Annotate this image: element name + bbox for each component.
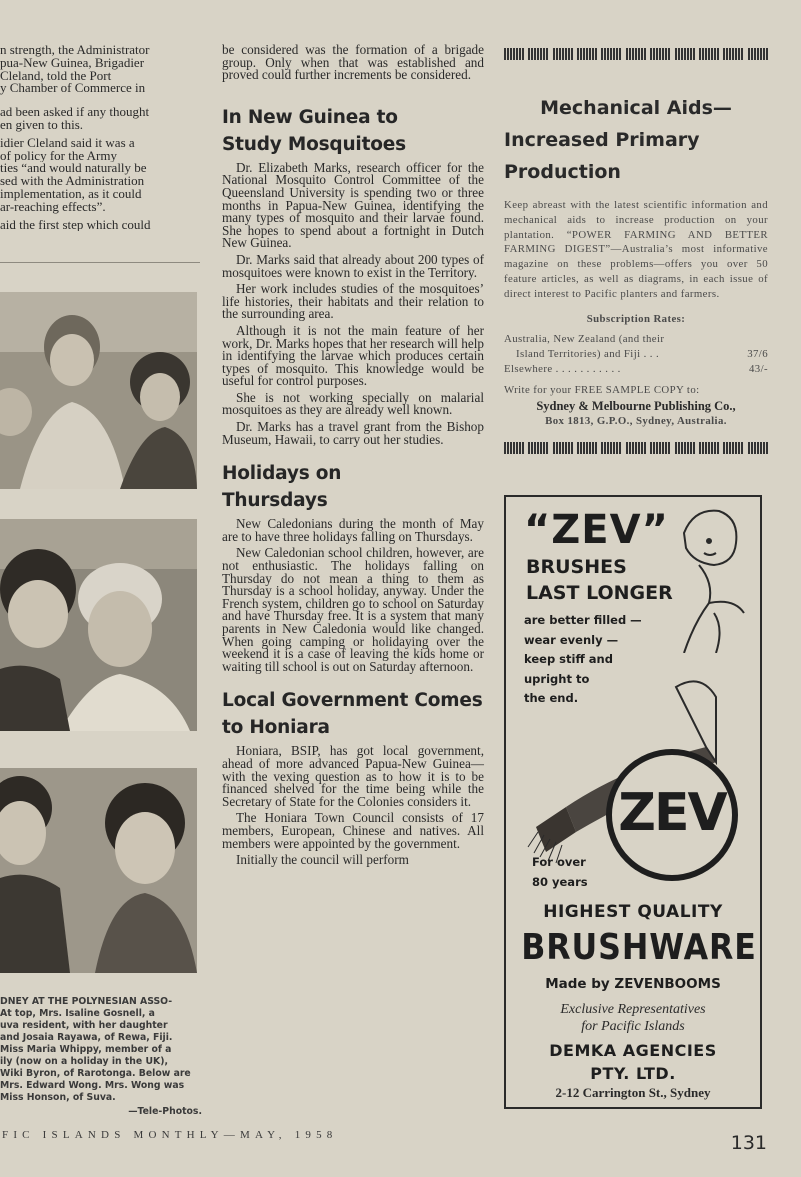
- article-paragraph: Dr. Marks said that already about 200 types of mosquitoes were known to exist in the Territory.: [222, 251, 484, 280]
- column-divider: [0, 262, 200, 263]
- article-heading-honiara-1: Local Government Comes: [222, 690, 483, 712]
- rate-value: 43/-: [749, 362, 768, 375]
- article-heading-mosquitoes-2: Study Mosquitoes: [222, 133, 406, 155]
- caption-line: Mrs. Edward Wong. Mrs. Wong was: [0, 1080, 185, 1091]
- ad-title-line-2: Increased Primary Production: [504, 129, 700, 183]
- article-heading-mosquitoes-1: In New Guinea to: [222, 106, 398, 128]
- caption-line: ily (now on a holiday in the UK),: [0, 1056, 169, 1067]
- article-heading-holidays-1: Holidays on: [222, 463, 342, 485]
- text-line: aid the first step which could: [0, 218, 151, 232]
- caption-line: At top, Mrs. Isaline Gosnell, a: [0, 1008, 155, 1019]
- page-number: 131: [730, 1132, 767, 1154]
- text-line: y Chamber of Commerce in: [0, 82, 146, 96]
- text-line: implementation, as it could: [0, 187, 142, 201]
- article-paragraph: Dr. Elizabeth Marks, research officer for the National Mosquito Control Committee of the Queensland University is spending two or three months in Papua-New Guinea, identifying the many types of mosquito and their larvae found. She hopes to spend about a fortnight in Dutch New Guinea.: [222, 159, 484, 251]
- decorative-border-bottom: [504, 442, 768, 454]
- text-line: Cleland, told the Port: [0, 69, 112, 83]
- feature-item: upright to: [524, 671, 590, 686]
- article-paragraph: Her work includes studies of the mosquitoes’ life histories, their habitats and their relation to the surrounding area.: [222, 281, 484, 322]
- agency-suffix: PTY. LTD.: [590, 1064, 676, 1083]
- highest-quality: HIGHEST QUALITY: [543, 902, 723, 922]
- rate-label: Elsewhere . . . . . . . . . . .: [504, 362, 621, 375]
- rate-label: Island Territories) and Fiji . . .: [516, 348, 660, 361]
- made-by: Made by ZEVENBOOMS: [545, 976, 721, 992]
- text-line: ad been asked if any thought: [0, 106, 150, 119]
- article-paragraph: New Caledonian school children, however, are not enthusiastic. The holidays falling on Thursday do not mean a thing to them as Thursday is a school holiday, anyway. Under the French system, children go to school on Saturday and have Thursday free. It is a system that many parents in New Caledonia would like changed. When going camping or holidaying over the weekend it is a case of leaving the kids home or waiting till school is out on Saturday afternoon.: [222, 545, 484, 674]
- footer-text: FIC ISLANDS MONTHLY—MAY, 1958: [2, 1129, 338, 1141]
- caption-line: Miss Maria Whippy, member of a: [0, 1044, 172, 1055]
- publisher-name: Sydney & Melbourne Publishing Co.,: [536, 398, 736, 413]
- feature-list: [524, 611, 642, 709]
- ad-title-line-1: Mechanical Aids—: [540, 97, 732, 119]
- article-paragraph: Although it is not the main feature of her work, Dr. Marks hopes that her research will help in identifying the larvae which produces certain types of mosquito. This knowledge would be useful for control purposes.: [222, 322, 484, 389]
- decorative-border-top: [504, 48, 768, 60]
- feature-item: are better filled —: [524, 613, 642, 627]
- photo-middle: [0, 519, 197, 731]
- feature-item: wear evenly —: [524, 632, 619, 647]
- years: 80 years: [532, 875, 588, 889]
- caption-line: uva resident, with her daughter: [0, 1020, 168, 1031]
- text-line: n strength, the Administrator: [0, 44, 150, 57]
- article-paragraph: The Honiara Town Council consists of 17 members, European, Chinese and natives. All members were appointed by the government.: [222, 810, 484, 851]
- article-paragraph: Dr. Marks has a travel grant from the Bishop Museum, Hawaii, to carry out her studies.: [222, 419, 484, 447]
- publisher-address: Box 1813, G.P.O., Sydney, Australia.: [545, 414, 727, 427]
- write-for-copy: Write for your FREE SAMPLE COPY to:: [504, 383, 700, 396]
- exclusive-line-2: for Pacific Islands: [581, 1019, 685, 1034]
- last-longer-line: LAST LONGER: [526, 582, 673, 604]
- article-paragraph: New Caledonians during the month of May are to have three holidays falling on Thursdays.: [222, 516, 484, 544]
- photo-bottom: [0, 768, 197, 973]
- rate-value: 37/6: [747, 348, 768, 361]
- exclusive-line-1: Exclusive Representatives: [560, 1002, 706, 1017]
- page-footer: [0, 1129, 801, 1149]
- rate-label: Australia, New Zealand (and their: [504, 333, 665, 346]
- for-over: For over: [532, 855, 586, 869]
- article-paragraph: She is not working specially on malarial mosquitoes as they are already well known.: [222, 389, 484, 418]
- photo-credit: —Tele-Photos.: [128, 1106, 202, 1117]
- woman-illustration: [654, 503, 754, 653]
- article-paragraph: Initially the council will perform: [236, 852, 409, 868]
- article-paragraph: Honiara, BSIP, has got local government, ahead of more advanced Papua-New Guinea—with the vexing question as to how it is to be financed shelved for the time being while the Secretary of State for the Colonies considers it.: [222, 743, 484, 809]
- advertisement-power-farming: [504, 44, 768, 454]
- agency-address: 2-12 Carrington St., Sydney: [555, 1085, 711, 1100]
- advertisement-zev-brushes: [504, 495, 762, 1109]
- feature-item: the end.: [524, 691, 579, 705]
- column-left: [0, 44, 206, 231]
- rate-row-1: [504, 332, 768, 376]
- caption-line: Miss Honson, of Suva.: [0, 1092, 116, 1103]
- text-line: of policy for the Army: [0, 149, 117, 163]
- text-line: sed with the Administration: [0, 175, 145, 188]
- text-line: pua-New Guinea, Brigadier: [0, 56, 145, 70]
- text-line: idier Cleland said it was a: [0, 136, 135, 150]
- intro-paragraph: be considered was the formation of a brigade group. Only when that was established and proved could further increments be considered.: [222, 42, 484, 83]
- caption-line: DNEY AT THE POLYNESIAN ASSO-: [0, 996, 173, 1007]
- caption-line: and Josaia Rayawa, of Rewa, Fiji.: [0, 1032, 173, 1043]
- photo-top: [0, 292, 197, 489]
- text-line: ties “and would naturally be: [0, 162, 147, 176]
- brushes-line: BRUSHES: [526, 556, 627, 578]
- caption-line: Wiki Byron, of Rarotonga. Below are: [0, 1068, 191, 1079]
- subscription-heading: Subscription Rates:: [586, 312, 686, 325]
- text-line: en given to this.: [0, 118, 84, 132]
- brushware-brand: BRUSHWARE: [521, 927, 757, 968]
- column-middle: [222, 44, 484, 867]
- zev-title: “ZEV”: [524, 507, 669, 553]
- ad-body: Keep abreast with the latest scientific information and mechanical aids to increase production on your plantation. “POWER FARMING AND BETTER FARMING DIGEST”—Australia’s most informative magazine on these problems—offers you over 50 feature articles, as well as diagrams, in each issue of direct interest to Pacific planters and farmers.: [504, 199, 768, 300]
- article-heading-honiara-2: to Honiara: [222, 717, 330, 739]
- feature-item: keep stiff and: [524, 652, 613, 666]
- text-line: ar-reaching effects”.: [0, 200, 106, 214]
- zev-logo: ZEV: [618, 783, 726, 843]
- photo-caption: [0, 996, 202, 1118]
- agency-name: DEMKA AGENCIES: [549, 1041, 717, 1060]
- article-heading-holidays-2: Thursdays: [222, 490, 328, 512]
